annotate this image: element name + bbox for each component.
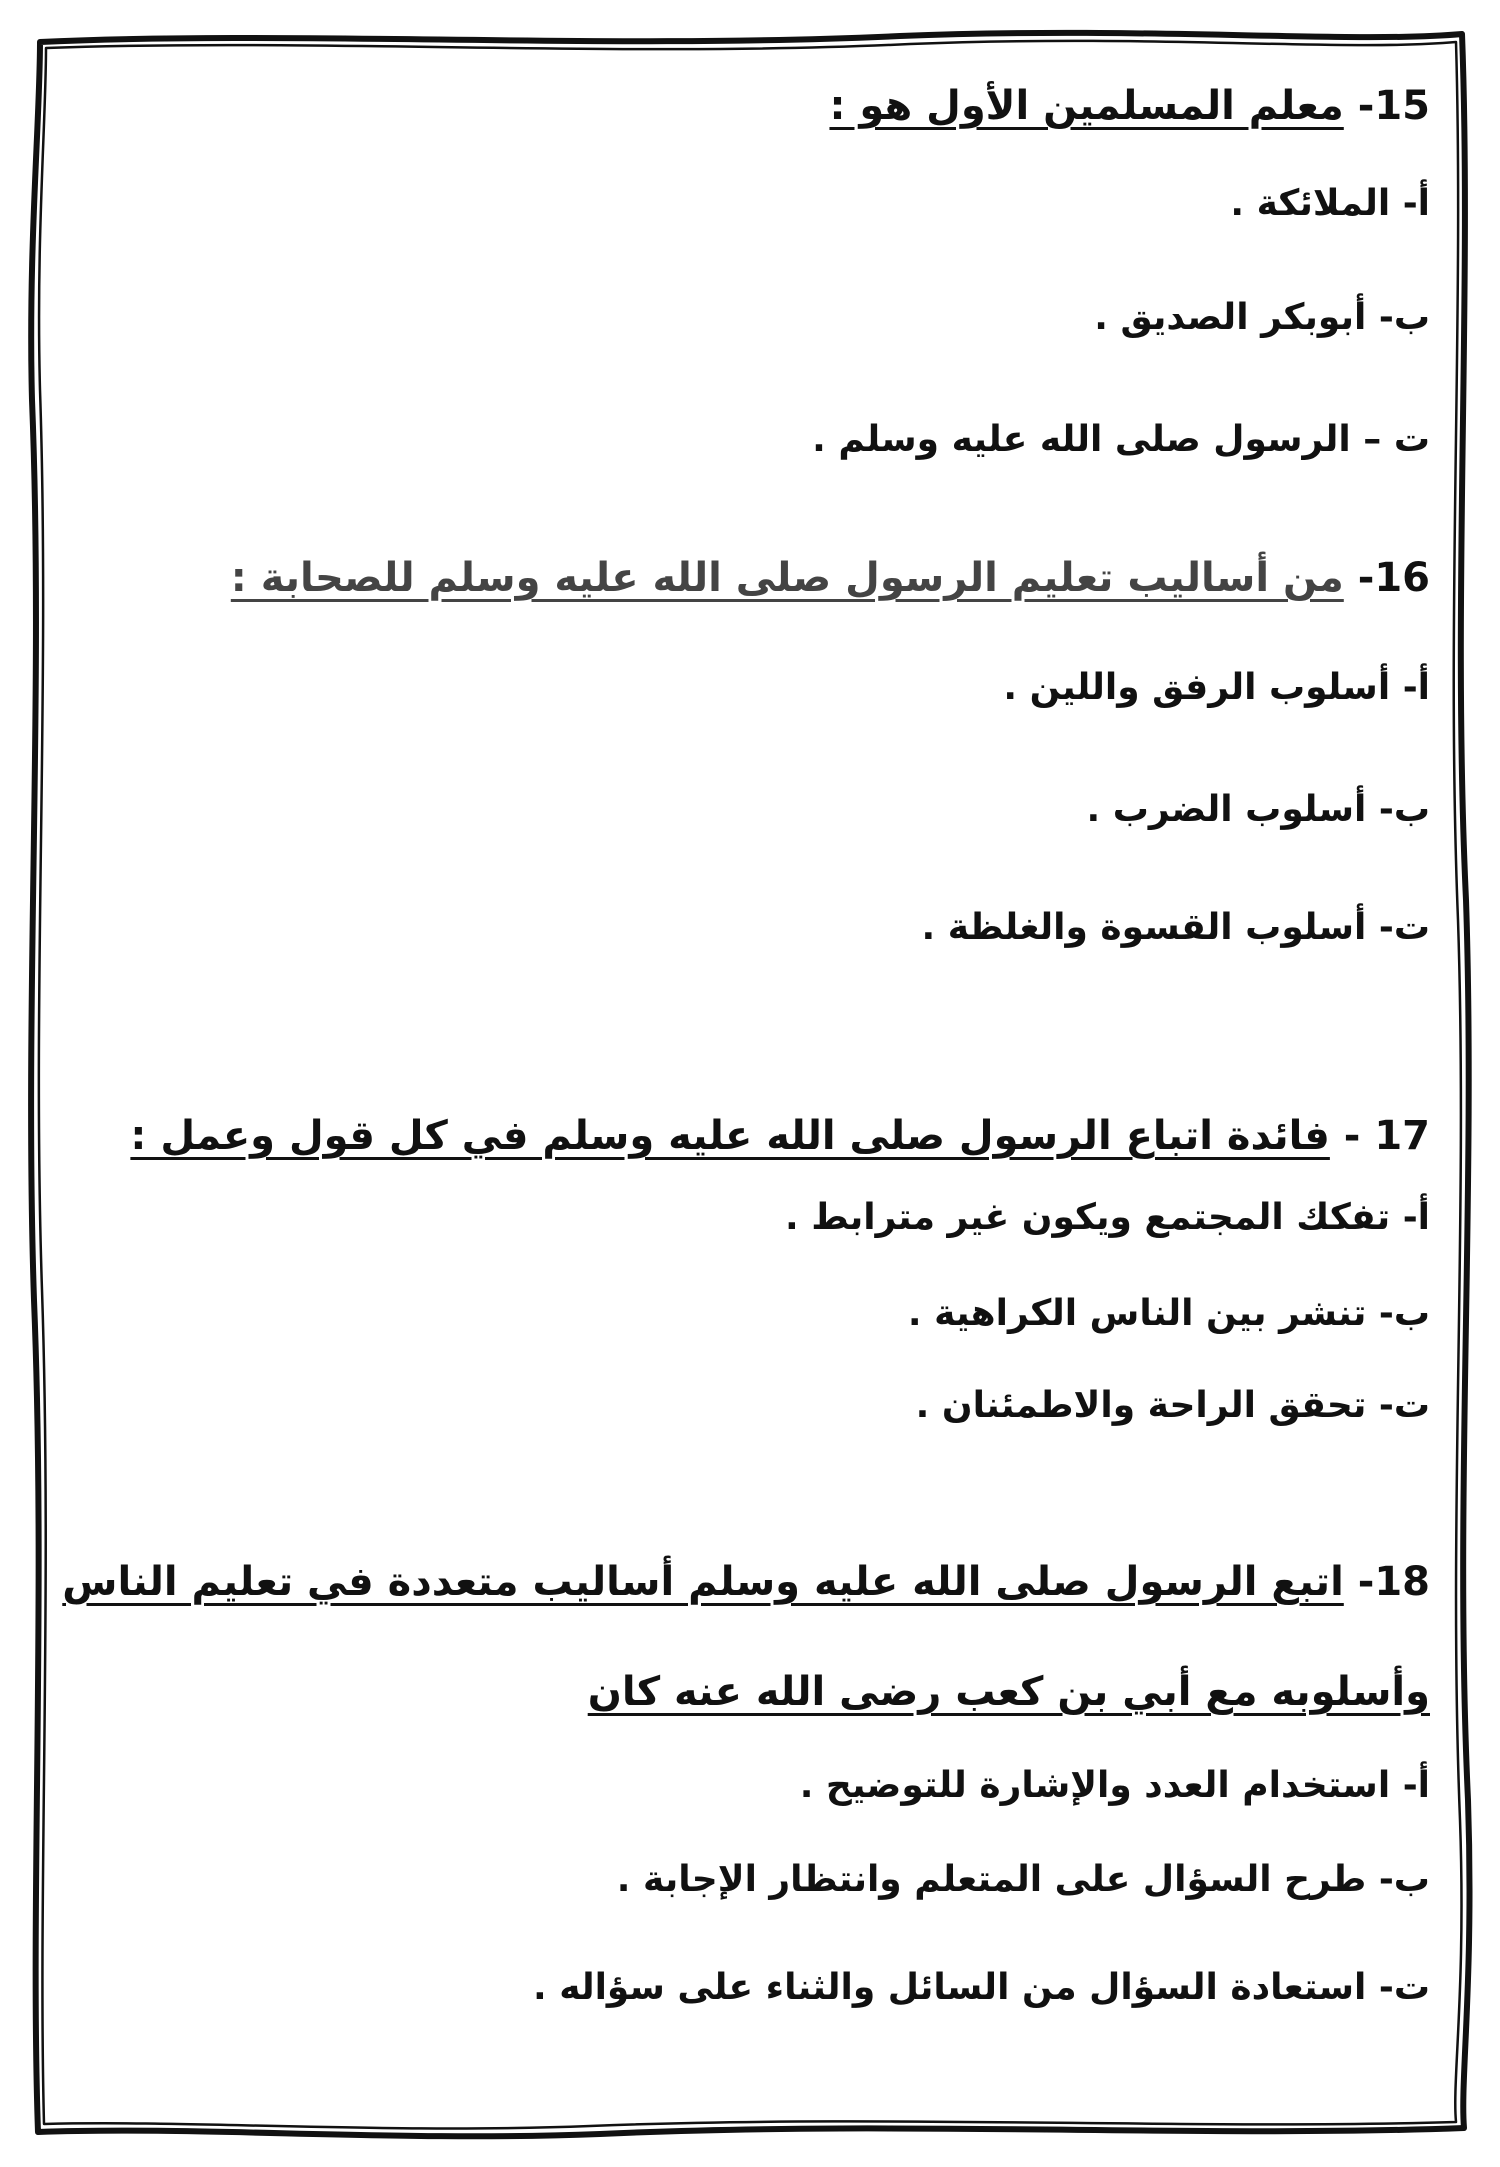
question-16-title bbox=[230, 555, 1430, 601]
question-text-line2: وأسلوبه مع أبي بن كعب رضى الله عنه كان bbox=[587, 1669, 1430, 1715]
question-18-option-b: ب- طرح السؤال على المتعلم وانتظار الإجابة . bbox=[616, 1859, 1430, 1900]
question-18-title bbox=[62, 1559, 1430, 1605]
question-separator: - bbox=[1343, 83, 1375, 129]
question-separator: - bbox=[1329, 1113, 1375, 1159]
question-18-option-c: ت- استعادة السؤال من السائل والثناء على سؤاله . bbox=[533, 1967, 1430, 2008]
question-15-option-b: ب- أبوبكر الصديق . bbox=[1094, 297, 1430, 338]
question-number: 18 bbox=[1374, 1559, 1430, 1605]
question-text: معلم المسلمين الأول هو : bbox=[829, 83, 1344, 129]
question-text: من أساليب تعليم الرسول صلى الله عليه وسلم للصحابة : bbox=[230, 555, 1344, 601]
question-separator: - bbox=[1343, 1559, 1375, 1605]
question-15-title bbox=[829, 83, 1430, 129]
question-18-option-a: أ- استخدام العدد والإشارة للتوضيح . bbox=[799, 1765, 1430, 1806]
question-number: 16 bbox=[1374, 555, 1430, 601]
question-17-option-a: أ- تفكك المجتمع ويكون غير مترابط . bbox=[785, 1197, 1430, 1238]
quiz-content bbox=[62, 0, 1430, 2167]
question-number: 17 bbox=[1374, 1113, 1430, 1159]
question-text: فائدة اتباع الرسول صلى الله عليه وسلم في كل قول وعمل : bbox=[130, 1113, 1330, 1159]
question-15-option-c: ت – الرسول صلى الله عليه وسلم . bbox=[812, 419, 1430, 460]
question-16-option-b: ب- أسلوب الضرب . bbox=[1086, 789, 1430, 830]
question-18-title-continued bbox=[587, 1669, 1430, 1715]
question-15-option-a: أ- الملائكة . bbox=[1230, 183, 1430, 224]
question-text: اتبع الرسول صلى الله عليه وسلم أساليب متعددة في تعليم الناس bbox=[62, 1559, 1344, 1605]
question-16-option-c: ت- أسلوب القسوة والغلظة . bbox=[921, 907, 1430, 948]
question-17-title bbox=[130, 1113, 1430, 1159]
question-number: 15 bbox=[1374, 83, 1430, 129]
question-17-option-b: ب- تنشر بين الناس الكراهية . bbox=[907, 1293, 1430, 1334]
question-separator: - bbox=[1343, 555, 1375, 601]
question-16-option-a: أ- أسلوب الرفق واللين . bbox=[1003, 667, 1430, 708]
question-17-option-c: ت- تحقق الراحة والاطمئنان . bbox=[915, 1385, 1430, 1426]
